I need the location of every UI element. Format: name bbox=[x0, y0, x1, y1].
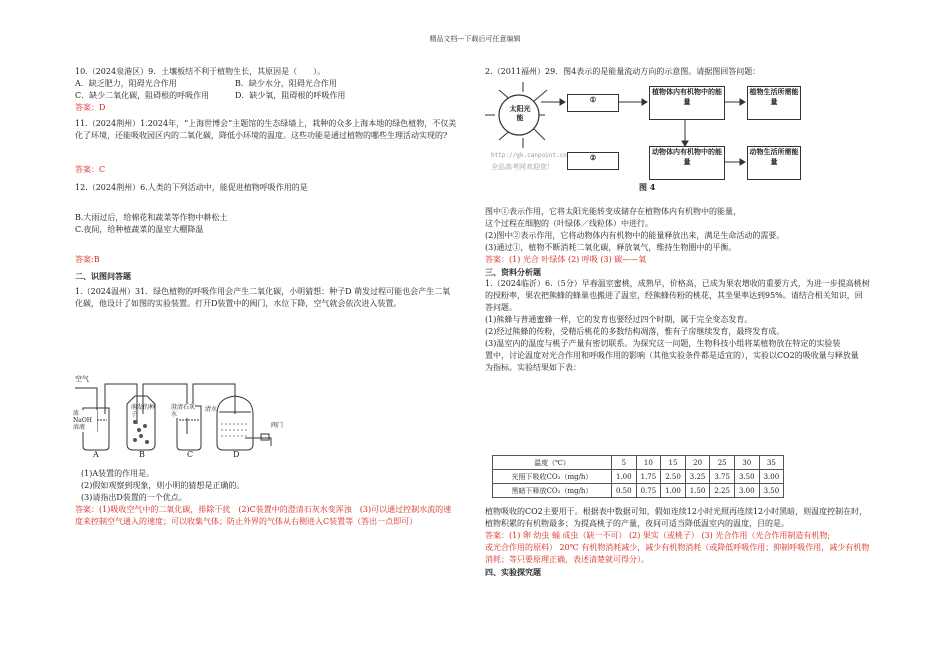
fig-naoh-label: 浓 NaOH 溶液 bbox=[73, 410, 97, 432]
plant-life-energy-box bbox=[747, 86, 801, 120]
data-q1-line3: 答问题。 bbox=[485, 303, 517, 312]
fig-label-c: C bbox=[187, 450, 194, 459]
left-column bbox=[75, 66, 475, 310]
data-q1-line6: (3)温室内的温度与桃子产量有密切联系。为探究这一问题，生物科技小组将某植物放在特定的实验装 bbox=[485, 339, 841, 348]
data-q1-line2: 的授粉率，果农把熊蜂的蜂巢也搬进了温室，经熊蜂传粉的桃花，其坐果率达到95%。请结合相关知识，回 bbox=[485, 291, 863, 300]
table-row bbox=[493, 470, 784, 484]
fig-label-d: D bbox=[233, 450, 240, 459]
table-cell: 5 bbox=[612, 456, 637, 470]
watermark-url: http://gk.canpoint.cn bbox=[491, 152, 567, 159]
q10-option-d: D．缺少氧，阻碍根的呼吸作用 bbox=[235, 91, 346, 100]
fig-label-b: B bbox=[139, 450, 145, 459]
table-cell: 3.25 bbox=[685, 470, 710, 484]
q2-title: 2.（2011福州）29．图4表示的是能量流动方向的示意图。请据图回答问题： bbox=[485, 67, 761, 76]
section-4-title: 四、实验探究题 bbox=[485, 567, 541, 577]
right-column-bottom bbox=[485, 506, 880, 578]
sub-question-1: (1)A装置的作用是。 bbox=[81, 469, 155, 478]
table-row bbox=[493, 484, 784, 498]
fig-seed-label: 萌发的种子 bbox=[131, 404, 156, 419]
q12-text: 12.（2024荆州）6.人类的下列活动中，能促进植物呼吸作用的是 bbox=[75, 183, 308, 192]
fig-water-label: 清水 bbox=[205, 406, 218, 413]
table-cell: 黑暗下释放CO₂（mg/h） bbox=[493, 484, 612, 498]
animal-life-energy-label: 动物生活所需能量 bbox=[749, 147, 799, 166]
q10-options-ab bbox=[75, 78, 475, 90]
q2-line3: (2)图中②表示作用，它将动物体内有机物中的能量释放出来，满足生命活动的需要。 bbox=[485, 231, 785, 240]
iq1-answer-line2: 度来控制空气通入的速度；可以收集气体；防止外界的气体从右侧进入C装置等（答出一点即可） bbox=[75, 517, 418, 526]
table-cell: 15 bbox=[661, 456, 686, 470]
energy-flow-figure bbox=[485, 82, 805, 200]
table-cell: 25 bbox=[710, 456, 735, 470]
figure-caption: 图 4 bbox=[639, 182, 656, 192]
iq1-answer-line1: 答案：(1)吸收空气中的二氧化碳，排除干扰 (2)C装置中的澄清石灰水变浑浊 (3)可以通过控制水流的速 bbox=[75, 505, 452, 514]
right-column-text bbox=[485, 206, 880, 374]
table-cell: 1.50 bbox=[685, 484, 710, 498]
fig-label-a: A bbox=[93, 450, 99, 459]
fig-lime-label: 澄清石灰水 bbox=[171, 404, 196, 419]
sub-question-3: (3)请指出D装置的一个优点。 bbox=[81, 493, 187, 502]
sub-question-2: (2)假如观察到现象，则小明的猜想是正确的。 bbox=[81, 481, 245, 490]
data-q1-answer-line2: 或光合作用的原料） 20℃ 有机物消耗减少，减少有机物消耗（或降低呼吸作用；抑制呼吸作用，减少有机物 bbox=[485, 543, 870, 552]
animal-energy-label: 动物体内有机物中的能量 bbox=[652, 147, 722, 166]
plant-energy-label: 植物体内有机物中的能量 bbox=[652, 87, 722, 106]
q2-answer: 答案：(1) 光合 叶绿体 (2) 呼吸 (3) 碳——氧 bbox=[485, 255, 647, 264]
q11-line2: 化了环境，还能吸收园区内的二氧化碳，降低小环境的温度。这些功能是通过植物的哪些生理活动实现的? bbox=[75, 131, 448, 140]
table-cell: 0.75 bbox=[636, 484, 661, 498]
q11-answer: 答案：C bbox=[75, 165, 106, 174]
table-cell: 35 bbox=[759, 456, 784, 470]
animal-energy-box bbox=[649, 146, 725, 180]
plant-energy-box bbox=[649, 86, 725, 120]
sun-label: 太阳光能 bbox=[509, 104, 531, 123]
q10-answer: 答案：D bbox=[75, 103, 106, 112]
fig-air-label: 空气 bbox=[75, 375, 89, 383]
plant-life-energy-label: 植物生活所需能量 bbox=[749, 87, 799, 106]
data-q1-line4: (1)熊蜂与普通蜜蜂一样，它的发育也要经过四个时期，属于完全变态发育。 bbox=[485, 315, 753, 324]
table-cell: 1.75 bbox=[636, 470, 661, 484]
table-cell: 30 bbox=[734, 456, 759, 470]
data-q1-line9: 植物吸收的CO2主要用于。根据表中数据可知，假如连续12小时光照再连续12小时黑暗，则温度控制在时， bbox=[485, 507, 868, 516]
table-cell: 光照下吸收CO₂（mg/h） bbox=[493, 470, 612, 484]
left-column-bottom bbox=[75, 468, 475, 528]
table-header-row bbox=[493, 456, 784, 470]
animal-life-energy-box bbox=[747, 146, 801, 180]
q10-option-a: A．缺乏肥力，阻碍光合作用 bbox=[75, 79, 177, 88]
q11-line1: 11.（2024荆州）1.2024年，“上海世博会”主题馆的生态绿墙上，栽种的众多上海本地的绿色植物，不仅美 bbox=[75, 119, 457, 128]
process-2-box bbox=[567, 152, 619, 170]
table-cell: 2.50 bbox=[661, 470, 686, 484]
table-cell: 1.00 bbox=[612, 470, 637, 484]
table-cell: 20 bbox=[685, 456, 710, 470]
table-cell: 3.00 bbox=[759, 470, 784, 484]
table-cell: 0.50 bbox=[612, 484, 637, 498]
table-cell: 10 bbox=[636, 456, 661, 470]
q12-option-b: B.大雨过后，给棉花和蔬菜等作物中耕松土 bbox=[75, 213, 228, 222]
table-cell: 2.25 bbox=[710, 484, 735, 498]
section-3-title: 三、资料分析题 bbox=[485, 267, 541, 277]
watermark-text: 全品高考网欢迎您！ bbox=[491, 163, 554, 171]
data-q1-line7: 置中，讨论温度对光合作用和呼吸作用的影响（其他实验条件都是适宜的），实验以CO2的吸收量与释放量 bbox=[485, 351, 859, 360]
q12-answer: 答案:B bbox=[75, 255, 100, 264]
page-header: 精品文档---下载后可任意编辑 bbox=[429, 35, 521, 43]
q10-option-b: B．缺少水分，阻碍光合作用 bbox=[235, 79, 337, 88]
data-q1-answer-line1: 答案：(1) 卵 幼虫 蛹 成虫（缺一不可） (2) 果实（或桃子） (3) 光合作用（光合作用制造有机物; bbox=[485, 531, 831, 540]
co2-table-wrap bbox=[492, 455, 784, 498]
q2-line2: 这个过程在细胞的（叶绿体／线粒体）中进行。 bbox=[485, 219, 653, 228]
fig-valve-label: 阀门 bbox=[271, 422, 284, 429]
iq1-line1: 1.（2024温州）31．绿色植物的呼吸作用会产生二氧化碳，小明猜想：种子D 萌发过程可能也会产生二氧 bbox=[75, 287, 451, 296]
apparatus-drawing bbox=[75, 374, 335, 458]
section-2-title: 二、识图问答题 bbox=[75, 271, 131, 281]
data-q1-line1: 1.（2024临沂）6.（5分）早春温室蜜桃，成熟早，价格高，已成为果农增收的重要方式，为进一步提高桃树 bbox=[485, 279, 870, 288]
q10-options-cd bbox=[75, 90, 475, 102]
data-q1-line5: (2)经过熊蜂的传粉，受精后桃花的多数结构凋落，惟有子房继续发育，最终发育成。 bbox=[485, 327, 785, 336]
table-cell: 3.75 bbox=[710, 470, 735, 484]
iq1-line2: 化碳，他设计了如图的实验装置。打开D装置中的阀门，水位下降，空气就会依次进入装置。 bbox=[75, 299, 402, 308]
q2-line4: (3)通过①，植物不断消耗二氧化碳，释放氧气，维持生物圈中的平衡。 bbox=[485, 243, 737, 252]
co2-table bbox=[492, 455, 784, 498]
process-2-label: ② bbox=[589, 153, 597, 162]
q2-line1: 图中①表示作用，它将太阳光能转变成储存在植物体内有机物中的能量， bbox=[485, 207, 741, 216]
table-cell: 3.50 bbox=[759, 484, 784, 498]
data-q1-line8: 为指标。实验结果如下表： bbox=[485, 363, 581, 372]
q10-option-c: C．缺少二氧化碳，阻碍根的呼吸作用 bbox=[75, 91, 210, 100]
q10-text: 10.（2024泉港区）9．土壤板结不利于植物生长，其原因是（ ）。 bbox=[75, 67, 326, 76]
data-q1-line10: 植物积累的有机物最多；为提高桃子的产量，夜间可适当降低温室内的温度，目的是。 bbox=[485, 519, 789, 528]
table-cell: 3.50 bbox=[734, 470, 759, 484]
process-1-label: ① bbox=[589, 95, 597, 104]
table-cell: 1.00 bbox=[661, 484, 686, 498]
table-cell: 3.00 bbox=[734, 484, 759, 498]
data-q1-answer-line3: 消耗；等只要原理正确，表述清楚就可得分）。 bbox=[485, 555, 649, 564]
apparatus-figure bbox=[75, 374, 335, 458]
q12-option-c: C.夜间，给种植蔬菜的温室大棚降温 bbox=[75, 225, 204, 234]
process-1-box bbox=[567, 94, 619, 112]
table-cell: 温度（℃） bbox=[493, 456, 612, 470]
